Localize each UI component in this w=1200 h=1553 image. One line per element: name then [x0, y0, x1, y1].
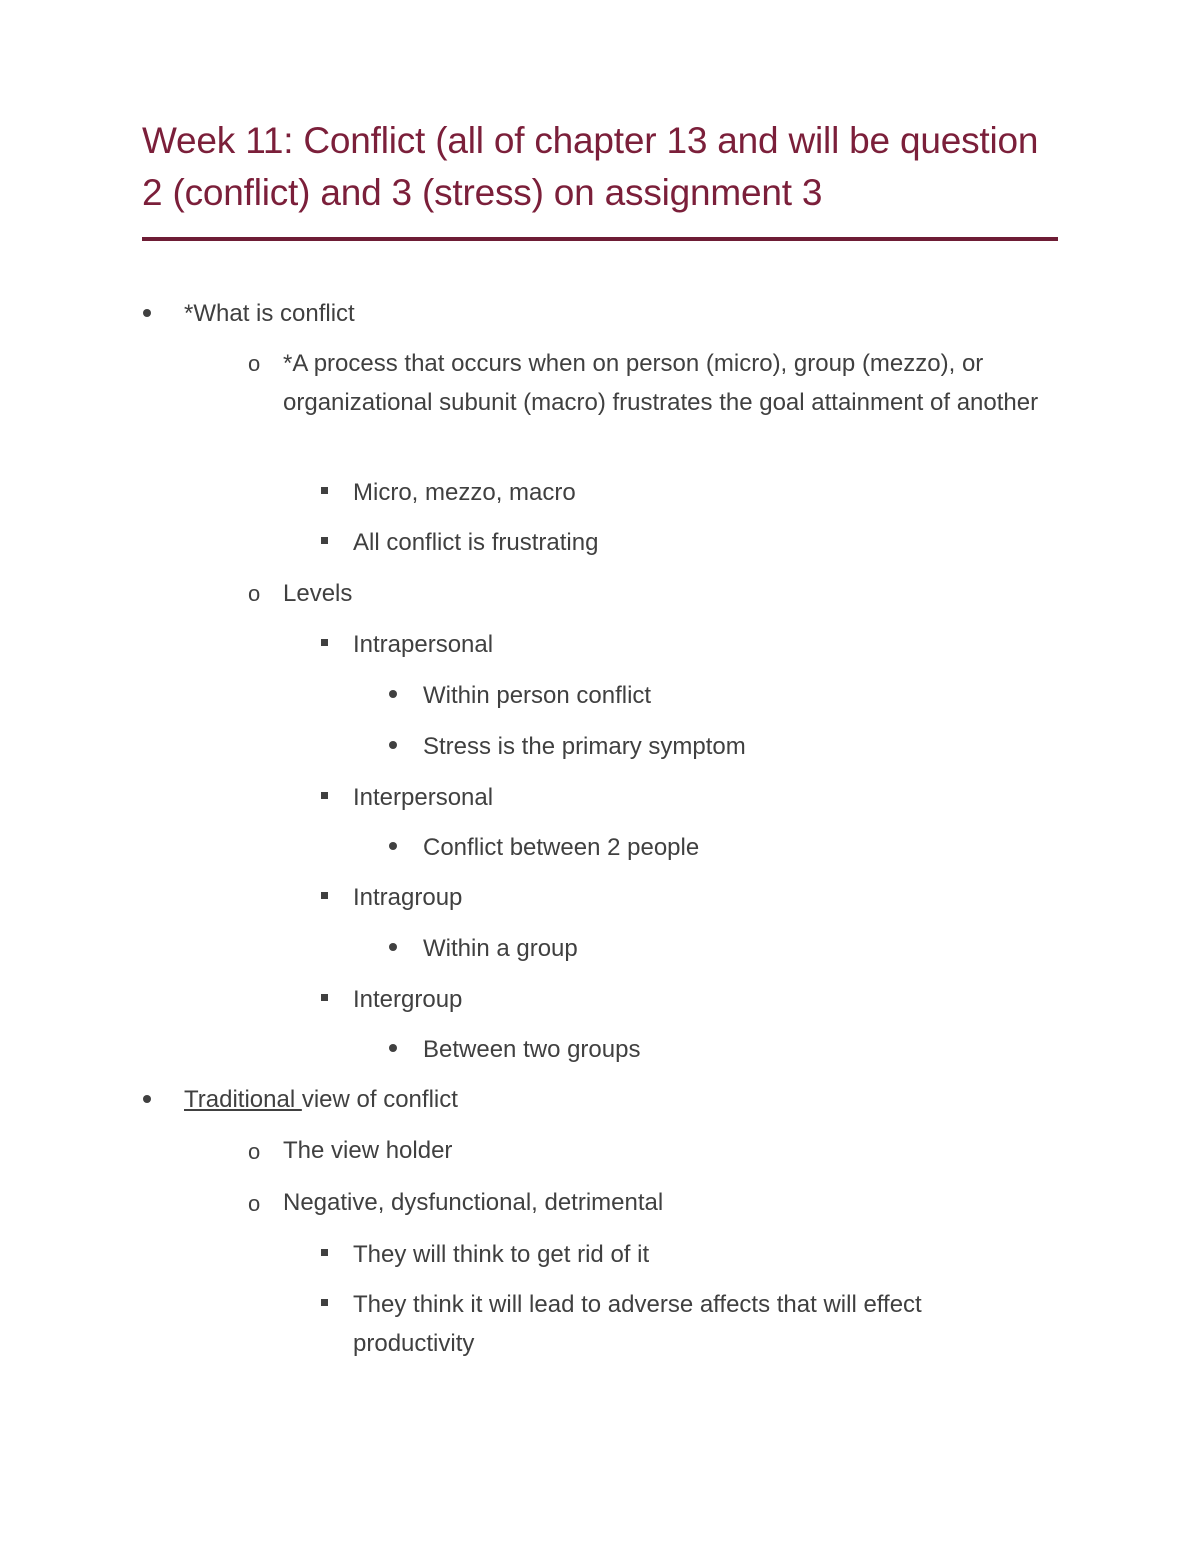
- bullet-circle-icon: o: [248, 581, 261, 606]
- bullet-square-icon: [321, 892, 328, 899]
- list-item-what-is-conflict: *What is conflict: [184, 300, 355, 327]
- underlined-term: Traditional: [184, 1086, 302, 1113]
- list-item-intergroup: Intergroup: [353, 986, 463, 1013]
- list-item-between-two-groups: Between two groups: [423, 1036, 641, 1063]
- bullet-square-icon: [321, 639, 328, 646]
- bullet-square-icon: [321, 487, 328, 494]
- list-item-process-definition: *A process that occurs when on person (micro), group (mezzo), or organizational subunit (macro) frustrates the goal attainment of another: [283, 350, 1039, 416]
- bullet-square-icon: [321, 792, 328, 799]
- bullet-dot-icon: [143, 309, 151, 317]
- bullet-circle-icon: o: [248, 1191, 261, 1216]
- list-item-view-holder: The view holder: [283, 1137, 453, 1164]
- list-item-all-conflict-frustrating: All conflict is frustrating: [353, 529, 599, 556]
- list-item-between-2-people: Conflict between 2 people: [423, 834, 700, 861]
- list-item-within-group: Within a group: [423, 935, 578, 962]
- list-item-interpersonal: Interpersonal: [353, 784, 494, 811]
- list-item-intrapersonal: Intrapersonal: [353, 631, 494, 658]
- bullet-circle-icon: o: [248, 1139, 261, 1164]
- list-item-get-rid: They will think to get rid of it: [353, 1241, 650, 1268]
- list-item-levels: Levels: [283, 580, 353, 607]
- bullet-dot-icon: [389, 943, 397, 951]
- list-item-within-person: Within person conflict: [423, 682, 652, 709]
- bullet-square-icon: [321, 1249, 328, 1256]
- list-item-traditional-view: [184, 1080, 458, 1119]
- bullet-square-icon: [321, 537, 328, 544]
- title-divider: [142, 237, 1058, 241]
- list-item-stress-symptom: Stress is the primary symptom: [423, 733, 746, 760]
- page-title: Week 11: Conflict (all of chapter 13 and will be question 2 (conflict) and 3 (stress) on assignment 3: [142, 120, 1039, 213]
- list-item-adverse-affects: They think it will lead to adverse affects that will effect productivity: [353, 1291, 922, 1357]
- bullet-dot-icon: [143, 1095, 151, 1103]
- bullet-dot-icon: [389, 690, 397, 698]
- bullet-dot-icon: [389, 741, 397, 749]
- list-item-micro-mezzo-macro: Micro, mezzo, macro: [353, 479, 576, 506]
- bullet-dot-icon: [389, 1044, 397, 1052]
- bullet-square-icon: [321, 1299, 328, 1306]
- bullet-dot-icon: [389, 842, 397, 850]
- bullet-circle-icon: o: [248, 351, 261, 376]
- bullet-square-icon: [321, 994, 328, 1001]
- traditional-view-rest: view of conflict: [301, 1086, 458, 1113]
- list-item-intragroup: Intragroup: [353, 884, 463, 911]
- list-item-negative: Negative, dysfunctional, detrimental: [283, 1189, 664, 1216]
